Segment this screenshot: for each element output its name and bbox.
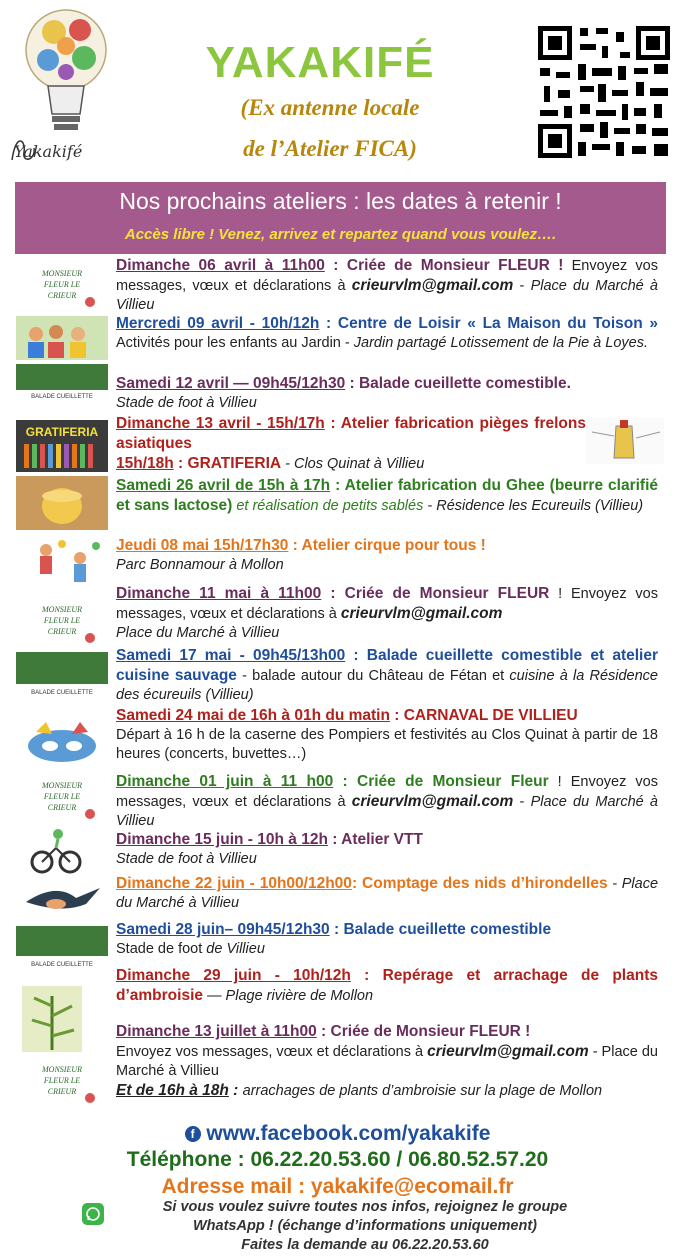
event-date: Dimanche 01 juin à 11 h00 [116,773,334,790]
event-title: Atelier fabrication pièges frelons asiatiques [116,415,586,452]
frelon-trap-diagram-icon [586,418,664,464]
event-place: Place du Marché à Villieu [116,278,658,313]
page-title: YAKAKIFÉ [205,38,435,87]
facebook-link[interactable] [0,1122,675,1146]
phone-numbers: Téléphone : 06.22.20.53.60 / 06.80.52.57.20 [126,1148,549,1171]
email-link[interactable]: crieurvlm@gmail.com [427,1043,589,1060]
event-item: Samedi 26 avril de 15h à 17h : Atelier fabrication du Ghee (beurre clarifié et sans lactose) et réalisation de petits sablés - Résidence les Ecureuils (Villieu) [116,477,658,514]
event-date: Dimanche 11 mai à 11h00 [116,585,322,602]
subtitle-line-2: de l’Atelier FICA) [243,136,417,161]
email-link[interactable]: crieurvlm@gmail.com [351,793,514,810]
svg-text:MONSIEUR: MONSIEUR [42,605,82,614]
svg-text:MONSIEUR: MONSIEUR [42,269,82,278]
vtt-bike-thumbnail [28,824,82,874]
event-item: Dimanche 29 juin - 10h/12h : Repérage et arrachage de plants d’ambroisie — Plage rivière de Mollon [116,967,658,1004]
event-item: Mercredi 09 avril - 10h/12h : Centre de Loisir « La Maison du Toison » Activités pour les enfants au Jardin - Jardin partagé Lotissement de la Pie à Loyes. [116,315,658,351]
event-place: Place du Marché à Villieu [116,625,280,641]
event-title: Balade cueillette comestible [343,921,552,938]
event-place: — Plage rivière de Mollon [203,988,374,1004]
facebook-url: www.facebook.com/yakakife [206,1122,491,1145]
balade-cueillette-thumbnail [16,926,108,974]
event-title: GRATIFERIA [187,455,282,472]
svg-text:CRIEUR: CRIEUR [47,1087,77,1096]
event-place: Stade de foot à Villieu [116,851,257,867]
subtitle-line-1: (Ex antenne locale [240,95,420,120]
ambroisie-plant-thumbnail [22,986,82,1052]
event-item: Dimanche 01 juin à 11 h00 : Criée de Monsieur Fleur ! Envoyez vos messages, vœux et déclarations à crieurvlm@gmail.com - Place du Marché à Villieu [116,773,658,829]
event-date: Jeudi 08 mai 15h/17h30 [116,537,289,554]
event-item: Dimanche 13 avril - 15h/17h : Atelier fabrication pièges frelons asiatiques 15h/18h : GRATIFERIA - Clos Quinat à Villieu [116,415,586,472]
event-item: Jeudi 08 mai 15h/17h30 : Atelier cirque pour tous ! Parc Bonnamour à Mollon [116,537,486,573]
event-item: Dimanche 13 juillet à 11h00 : Criée de Monsieur FLEUR ! Envoyez vos messages, vœux et déclarations à crieurvlm@gmail.com - Place du Marché à Villieu Et de 16h à 18h : arrachages de plants d’ambroisie sur la plage de Mollon [116,1023,658,1099]
event-date: Et de 16h à 18h [116,1082,229,1099]
event-place: Jardin partagé Lotissement de la Pie à Loyes. [353,335,648,351]
event-title: Atelier fabrication du Ghee (beurre clarifié et sans lactose) [116,477,658,514]
event-date: Dimanche 06 avril à 11h00 [116,257,325,274]
event-item: Dimanche 11 mai à 11h00 : Criée de Monsieur FLEUR ! Envoyez vos messages, vœux et déclarations à crieurvlm@gmail.com Place du Marché à Villieu [116,585,658,641]
svg-text:FLEUR LE: FLEUR LE [43,792,81,801]
whatsapp-icon[interactable] [82,1203,104,1225]
email-link[interactable]: crieurvlm@gmail.com [340,605,503,622]
event-item: Dimanche 15 juin - 10h à 12h : Atelier VTT Stade de foot à Villieu [116,831,423,867]
event-date: Dimanche 15 juin - 10h à 12h [116,831,328,848]
monsieur-fleur-thumbnail [16,598,108,644]
event-place: cuisine à la Résidence des écureuils (Villieu) [116,668,658,703]
svg-text:CRIEUR: CRIEUR [47,291,77,300]
event-date: Samedi 12 avril — 09h45/12h30 [116,375,346,392]
monsieur-fleur-thumbnail [16,774,108,820]
event-title: Criée de Monsieur FLEUR ! [330,1023,531,1040]
event-place: - Résidence les Ecureuils (Villieu) [423,498,644,514]
svg-text:FLEUR LE: FLEUR LE [43,280,81,289]
event-title: Criée de Monsieur FLEUR ! [346,257,564,274]
event-date: Samedi 28 juin– 09h45/12h30 [116,921,330,938]
event-place: - Place du Marché à Villieu [116,876,659,911]
event-item: Samedi 12 avril — 09h45/12h30 : Balade cueillette comestible. Stade de foot à Villieu [116,375,571,411]
event-item: Samedi 24 mai de 16h à 01h du matin : CARNAVAL DE VILLIEU Départ à 16 h de la caserne des Pompiers et festivités au Clos Quinat à partir de 18 heures (concerts, buvettes…) [116,707,658,762]
whatsapp-info: Si vous voulez suivre toutes nos infos, rejoignez le groupe WhatsApp ! (échange d’informations uniquement) Faites la demande au 06.22.20.53.60 [162,1199,568,1253]
swallow-thumbnail [16,878,108,920]
event-title: Criée de Monsieur Fleur [357,773,549,790]
event-place: Place du Marché à Villieu [116,794,658,829]
banner-title: Nos prochains ateliers : les dates à retenir ! [119,188,562,214]
svg-text:BALADE CUEILLETTE: BALADE CUEILLETTE [31,394,93,400]
email-link[interactable]: crieurvlm@gmail.com [351,277,514,294]
ghee-thumbnail [16,476,108,530]
svg-text:CRIEUR: CRIEUR [47,627,77,636]
event-title: CARNAVAL DE VILLIEU [403,707,578,724]
monsieur-fleur-thumbnail [16,262,108,308]
event-date: Dimanche 13 avril - 15h/17h [116,415,325,432]
event-place: Stade de foot à Villieu [116,395,257,411]
event-title: Centre de Loisir « La Maison du Toison » [337,315,658,332]
event-title: Balade cueillette comestible. [358,375,571,392]
event-title: Atelier cirque pour tous ! [301,537,486,554]
svg-text:GRATIFERIA: GRATIFERIA [25,425,99,439]
kids-garden-thumbnail [16,316,108,360]
logo-text: Yakakifé [14,142,83,161]
event-title: Repérage et arrachage de plants d’ambroisie [116,967,658,1004]
event-title: Criée de Monsieur FLEUR [344,585,550,602]
event-item: Dimanche 22 juin - 10h00/12h00: Comptage des nids d’hirondelles - Place du Marché à Villieu [116,875,659,911]
event-title: Balade cueillette comestible et atelier cuisine sauvage [116,647,658,684]
svg-text:FLEUR LE: FLEUR LE [43,616,81,625]
event-date: Dimanche 29 juin - 10h/12h [116,967,351,984]
banner-subtitle: Accès libre ! Venez, arrivez et repartez quand vous voulez…. [124,226,557,243]
event-date: Mercredi 09 avril - 10h/12h [116,315,320,332]
event-date: 15h/18h [116,455,174,472]
svg-text:BALADE CUEILLETTE: BALADE CUEILLETTE [31,962,93,968]
gratiferia-thumbnail [16,420,108,472]
svg-text:MONSIEUR: MONSIEUR [42,1065,82,1074]
svg-text:BALADE CUEILLETTE: BALADE CUEILLETTE [31,690,93,696]
event-date: Samedi 26 avril de 15h à 17h [116,477,331,494]
event-title: Comptage des nids d’hirondelles [362,875,608,892]
svg-text:FLEUR LE: FLEUR LE [43,1076,81,1085]
event-date: Samedi 24 mai de 16h à 01h du matin [116,707,390,724]
circus-thumbnail [16,538,108,594]
email-address[interactable]: Adresse mail : yakakife@ecomail.fr [161,1175,514,1198]
qr-code-icon[interactable] [536,24,672,160]
event-item: Dimanche 06 avril à 11h00 : Criée de Monsieur FLEUR ! Envoyez vos messages, vœux et déclarations à crieurvlm@gmail.com - Place du Marché à Villieu [116,257,658,313]
balade-cueillette-thumbnail [16,364,108,402]
svg-text:MONSIEUR: MONSIEUR [42,781,82,790]
facebook-icon: f [185,1126,201,1142]
svg-text:CRIEUR: CRIEUR [47,803,77,812]
monsieur-fleur-thumbnail [16,1058,108,1104]
event-title: Atelier VTT [341,831,423,848]
event-date: Dimanche 22 juin - 10h00/12h00 [116,875,352,892]
event-place: - Clos Quinat à Villieu [281,456,425,472]
event-item: Samedi 17 mai - 09h45/13h00 : Balade cueillette comestible et atelier cuisine sauvage - balade autour du Château de Fétan et cuisine à la Résidence des écureuils (Villieu) [116,647,658,703]
event-date: Samedi 17 mai - 09h45/13h00 [116,647,346,664]
event-place: de Villieu [206,941,265,957]
carnival-mask-thumbnail [16,720,108,770]
event-item: Samedi 28 juin– 09h45/12h30 : Balade cueillette comestible Stade de foot de Villieu [116,921,552,957]
event-place: - Place du Marché à Villieu [116,1044,658,1079]
balade-cueillette-thumbnail [16,652,108,702]
event-place: Parc Bonnamour à Mollon [116,557,284,573]
event-date: Dimanche 13 juillet à 11h00 [116,1023,317,1040]
